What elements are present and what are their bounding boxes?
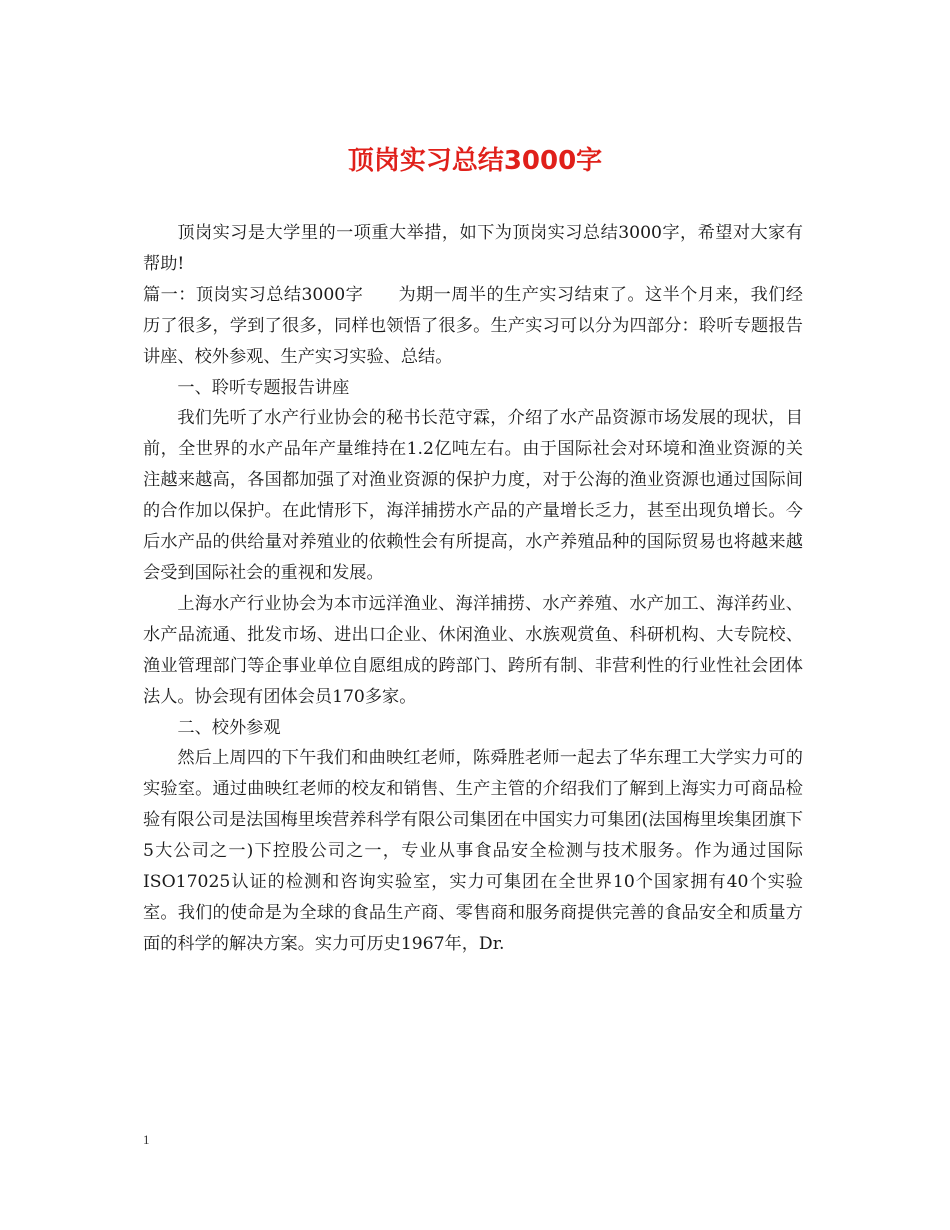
section-heading-lecture: 一、聆听专题报告讲座 (177, 377, 350, 398)
paragraph-intro: 顶岗实习是大学里的一项重大举措，如下为顶岗实习总结3000字，希望对大家有帮助! (143, 223, 803, 274)
document-title: 顶岗实习总结3000字 (347, 146, 603, 176)
page-number: 1 (143, 1132, 150, 1147)
paragraph-association: 上海水产行业协会为本市远洋渔业、海洋捕捞、水产养殖、水产加工、海洋药业、水产品流通、批发市场、进出口企业、休闲渔业、水族观赏鱼、科研机构、大专院校、渔业管理部门等企事业单位自愿组成的跨部门、跨所有制、非营利性的行业性社会团体法人。协会现有团体会员170多家。 (143, 593, 803, 707)
paragraph-lecture: 我们先听了水产行业协会的秘书长范守霖，介绍了水产品资源市场发展的现状，目前，全世界的水产品年产量维持在1.2亿吨左右。由于国际社会对环境和渔业资源的关注越来越高，各国都加强了对渔业资源的保护力度，对于公海的渔业资源也通过国际间的合作加以保护。在此情形下，海洋捕捞水产品的产量增长乏力，甚至出现负增长。今后水产品的供给量对养殖业的依赖性会有所提高，水产养殖品种的国际贸易也将越来越会受到国际社会的重视和发展。 (143, 408, 803, 583)
section-heading-visit: 二、校外参观 (177, 717, 281, 738)
paragraph-visit: 然后上周四的下午我们和曲映红老师，陈舜胜老师一起去了华东理工大学实力可的实验室。通过曲映红老师的校友和销售、生产主管的介绍我们了解到上海实力可商品检验有限公司是法国梅里埃营养科学有限公司集团在中国实力可集团(法国梅里埃集团旗下5大公司之一)下控股公司之一，专业从事食品安全检测与技术服务。作为通过国际ISO17025认证的检测和咨询实验室，实力可集团在全世界10个国家拥有40个实验室。我们的使命是为全球的食品生产商、零售商和服务商提供完善的食品安全和质量方面的科学的解决方案。实力可历史1967年，Dr. (143, 748, 803, 954)
paragraph-part-one: 篇一：顶岗实习总结3000字 为期一周半的生产实习结束了。这半个月来，我们经历了很多，学到了很多，同样也领悟了很多。生产实习可以分为四部分：聆听专题报告讲座、校外参观、生产实习实验、总结。 (143, 284, 803, 367)
document-body (143, 218, 803, 960)
